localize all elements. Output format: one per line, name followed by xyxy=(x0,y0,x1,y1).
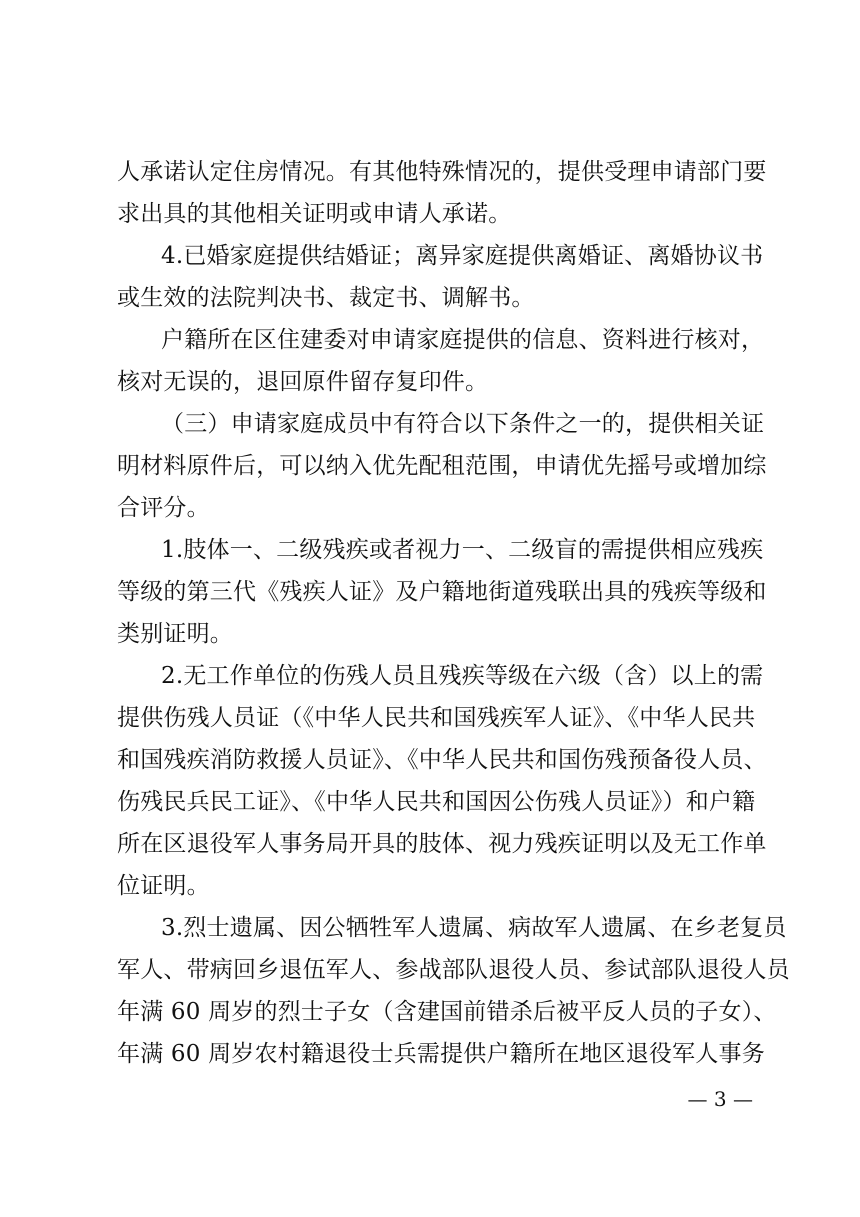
text-line-3: 4.已婚家庭提供结婚证；离异家庭提供离婚证、离婚协议书 xyxy=(161,243,764,269)
text-line-22: 年满 60 周岁农村籍退役士兵需提供户籍所在地区退役军人事务 xyxy=(117,1041,765,1067)
text-line-6: 核对无误的，退回原件留存复印件。 xyxy=(117,369,489,395)
text-line-4: 或生效的法院判决书、裁定书、调解书。 xyxy=(117,285,535,311)
text-line-14: 提供伤残人员证（《中华人民共和国残疾军人证》、《中华人民共 xyxy=(117,705,756,731)
text-line-20: 军人、带病回乡退伍军人、参战部队退役人员、参试部队退役人员 xyxy=(117,957,790,983)
text-line-18: 位证明。 xyxy=(117,873,210,899)
page-number: — 3 — xyxy=(687,1087,753,1111)
text-line-15: 和国残疾消防救援人员证》、《中华人民共和国伤残预备役人员、 xyxy=(117,747,767,773)
text-line-17: 所在区退役军人事务局开具的肢体、视力残疾证明以及无工作单 xyxy=(117,831,767,857)
text-line-19: 3.烈士遗属、因公牺牲军人遗属、病故军人遗属、在乡老复员 xyxy=(161,915,787,941)
text-line-9: 合评分。 xyxy=(117,495,210,521)
text-line-21: 年满 60 周岁的烈士子女（含建国前错杀后被平反人员的子女）、 xyxy=(117,999,777,1025)
text-line-10: 1.肢体一、二级残疾或者视力一、二级盲的需提供相应残疾 xyxy=(161,537,764,563)
text-line-12: 类别证明。 xyxy=(117,621,233,647)
text-line-11: 等级的第三代《残疾人证》及户籍地街道残联出具的残疾等级和 xyxy=(117,579,767,605)
text-line-8: 明材料原件后，可以纳入优先配租范围，申请优先摇号或增加综 xyxy=(117,453,767,479)
text-line-1: 人承诺认定住房情况。有其他特殊情况的，提供受理申请部门要 xyxy=(117,159,767,185)
text-line-5: 户籍所在区住建委对申请家庭提供的信息、资料进行核对， xyxy=(161,327,765,353)
text-line-16: 伤残民兵民工证》、《中华人民共和国因公伤残人员证》）和户籍 xyxy=(117,789,756,815)
text-line-7: （三）申请家庭成员中有符合以下条件之一的，提供相关证 xyxy=(161,411,765,437)
text-line-2: 求出具的其他相关证明或申请人承诺。 xyxy=(117,201,512,227)
text-line-13: 2.无工作单位的伤残人员且残疾等级在六级（含）以上的需 xyxy=(161,663,764,689)
